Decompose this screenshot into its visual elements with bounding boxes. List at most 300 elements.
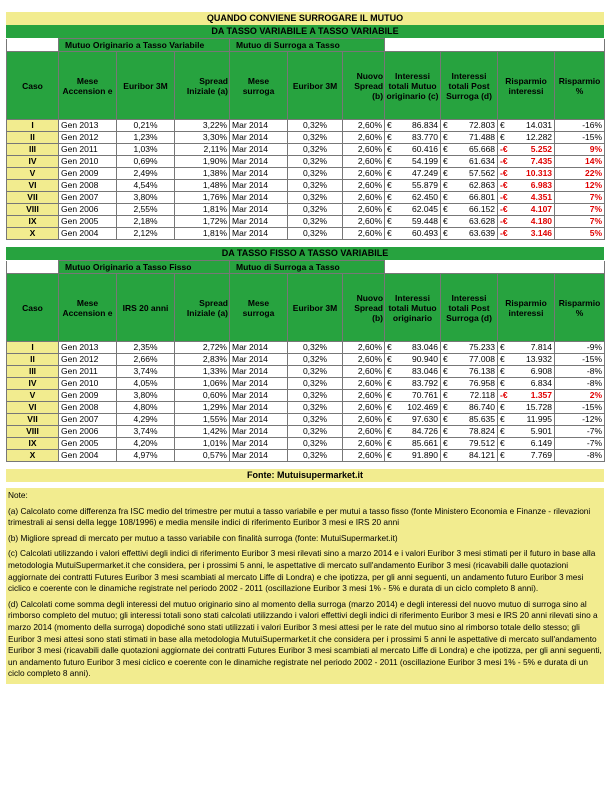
caso-cell: IV (7, 378, 59, 390)
risparmio-pct-cell: 2% (555, 390, 605, 402)
risparmio-cell-value: 5.901 (530, 426, 553, 436)
spread-cell: 2,72% (175, 342, 230, 354)
interessi-post-cell-value: 57.562 (469, 168, 496, 178)
risparmio-cell-value: 4.351 (530, 192, 553, 202)
interessi-originario-cell-wrap (387, 414, 438, 425)
spread-cell: 1,55% (175, 414, 230, 426)
index-cell: 4,80% (117, 402, 175, 414)
risparmio-cell-value: 7.769 (530, 450, 553, 460)
euribor-cell: 0,32% (288, 354, 343, 366)
euro-sign: € (443, 228, 448, 238)
risparmio-cell (498, 342, 555, 354)
mese-surroga-cell: Mar 2014 (230, 390, 288, 402)
interessi-post-cell (441, 342, 498, 354)
interessi-originario-cell-wrap (387, 204, 438, 215)
table-row (7, 156, 605, 168)
interessi-originario-cell-wrap (387, 168, 438, 179)
risparmio-pct-cell: 7% (555, 216, 605, 228)
euro-sign: -€ (500, 228, 508, 238)
mese-surroga-cell: Mar 2014 (230, 180, 288, 192)
index-cell: 0,21% (117, 120, 175, 132)
section2-table (6, 260, 605, 462)
mese-surroga-cell: Mar 2014 (230, 426, 288, 438)
euribor-cell: 0,32% (288, 180, 343, 192)
euribor-cell: 0,32% (288, 342, 343, 354)
section2-group-header (7, 261, 605, 274)
interessi-originario-cell (385, 156, 441, 168)
col-header: Risparmio interessi (498, 52, 555, 120)
risparmio-cell (498, 204, 555, 216)
risparmio-cell-wrap (500, 450, 552, 461)
caso-cell: IV (7, 156, 59, 168)
euribor-cell: 0,32% (288, 120, 343, 132)
euro-sign: € (387, 390, 392, 400)
index-cell: 1,23% (117, 132, 175, 144)
euro-sign: € (443, 216, 448, 226)
interessi-originario-cell-value: 60.416 (412, 144, 439, 154)
euro-sign: € (500, 366, 505, 376)
index-cell: 2,55% (117, 204, 175, 216)
col-header: Risparmio % (555, 274, 605, 342)
interessi-originario-cell (385, 426, 441, 438)
risparmio-cell (498, 228, 555, 240)
interessi-originario-cell-value: 70.761 (412, 390, 439, 400)
col-header: Mese Accension e (59, 274, 117, 342)
mese-accensione-cell: Gen 2006 (59, 426, 117, 438)
interessi-originario-cell (385, 354, 441, 366)
interessi-post-cell (441, 366, 498, 378)
interessi-post-cell-value: 66.152 (469, 204, 496, 214)
index-cell: 4,05% (117, 378, 175, 390)
interessi-post-cell (441, 144, 498, 156)
index-cell: 4,54% (117, 180, 175, 192)
risparmio-cell (498, 378, 555, 390)
interessi-originario-cell (385, 450, 441, 462)
euro-sign: -€ (500, 180, 508, 190)
euro-sign: € (500, 426, 505, 436)
nuovo-spread-cell: 2,60% (343, 156, 385, 168)
nuovo-spread-cell: 2,60% (343, 228, 385, 240)
interessi-post-cell (441, 180, 498, 192)
section1-table (6, 38, 605, 240)
euro-sign: € (443, 402, 448, 412)
col-header: Euribor 3M (288, 52, 343, 120)
interessi-originario-cell-wrap (387, 144, 438, 155)
group-original: Mutuo Originario a Tasso Variabile (59, 39, 230, 52)
risparmio-pct-cell: -7% (555, 438, 605, 450)
risparmio-cell-wrap (500, 366, 552, 377)
interessi-originario-cell-wrap (387, 366, 438, 377)
interessi-originario-cell-wrap (387, 342, 438, 353)
risparmio-cell-wrap (500, 204, 552, 215)
risparmio-cell-wrap (500, 426, 552, 437)
mese-surroga-cell: Mar 2014 (230, 144, 288, 156)
document (6, 12, 604, 684)
euro-sign: € (387, 132, 392, 142)
risparmio-cell-wrap (500, 354, 552, 365)
table-row (7, 180, 605, 192)
euro-sign: € (443, 342, 448, 352)
group-surroga: Mutuo di Surroga a Tasso (230, 261, 385, 274)
note-a: (a) Calcolato come differenza fra ISC medio del trimestre per mutui a tasso variabile e per mutui a tasso fisso (fonte Ministero Economia e Finanze - rilevazioni trimestrali ai sensi della legge 108/1996) e media mensile indici di riferimento Euribor 3 mesi e IRS 20 anni (8, 505, 591, 528)
euro-sign: € (387, 156, 392, 166)
index-cell: 3,80% (117, 192, 175, 204)
caso-cell: V (7, 390, 59, 402)
interessi-post-cell-wrap (443, 180, 495, 191)
interessi-post-cell (441, 216, 498, 228)
index-cell: 4,97% (117, 450, 175, 462)
interessi-originario-cell-wrap (387, 120, 438, 131)
caso-cell: X (7, 228, 59, 240)
interessi-post-cell-wrap (443, 216, 495, 227)
interessi-post-cell-value: 66.801 (469, 192, 496, 202)
euribor-cell: 0,32% (288, 438, 343, 450)
mese-accensione-cell: Gen 2009 (59, 390, 117, 402)
euro-sign: € (443, 168, 448, 178)
risparmio-cell-value: 6.834 (530, 378, 553, 388)
euro-sign: € (500, 354, 505, 364)
interessi-post-cell (441, 378, 498, 390)
caso-cell: III (7, 366, 59, 378)
interessi-post-cell-wrap (443, 228, 495, 239)
col-header: Spread Iniziale (a) (175, 274, 230, 342)
table-row (7, 132, 605, 144)
interessi-post-cell-value: 84.121 (469, 450, 496, 460)
col-header: Interessi totali Post Surroga (d) (441, 274, 498, 342)
euro-sign: € (387, 342, 392, 352)
spread-cell: 1,33% (175, 366, 230, 378)
interessi-originario-cell-wrap (387, 426, 438, 437)
euro-sign: € (387, 204, 392, 214)
mese-accensione-cell: Gen 2010 (59, 378, 117, 390)
risparmio-pct-cell: -15% (555, 132, 605, 144)
table-row (7, 414, 605, 426)
euro-sign: € (443, 390, 448, 400)
spread-cell: 1,72% (175, 216, 230, 228)
interessi-originario-cell-wrap (387, 402, 438, 413)
table-row (7, 450, 605, 462)
interessi-post-cell (441, 402, 498, 414)
caso-cell: VII (7, 192, 59, 204)
section1-group-header (7, 39, 605, 52)
caso-cell: VIII (7, 204, 59, 216)
interessi-originario-cell-wrap (387, 378, 438, 389)
table-row (7, 390, 605, 402)
interessi-originario-cell (385, 216, 441, 228)
euribor-cell: 0,32% (288, 216, 343, 228)
col-header: Mese surroga (230, 274, 288, 342)
interessi-post-cell-wrap (443, 438, 495, 449)
euro-sign: -€ (500, 192, 508, 202)
nuovo-spread-cell: 2,60% (343, 354, 385, 366)
interessi-originario-cell-value: 91.890 (412, 450, 439, 460)
spread-cell: 1,48% (175, 180, 230, 192)
risparmio-cell-wrap (500, 144, 552, 155)
risparmio-pct-cell: 12% (555, 180, 605, 192)
risparmio-pct-cell: -8% (555, 450, 605, 462)
mese-surroga-cell: Mar 2014 (230, 216, 288, 228)
euro-sign: € (387, 378, 392, 388)
index-cell: 3,80% (117, 390, 175, 402)
euribor-cell: 0,32% (288, 366, 343, 378)
euribor-cell: 0,32% (288, 414, 343, 426)
interessi-originario-cell (385, 144, 441, 156)
euro-sign: -€ (500, 144, 508, 154)
interessi-originario-cell-value: 102.469 (407, 402, 439, 412)
mese-surroga-cell: Mar 2014 (230, 354, 288, 366)
interessi-originario-cell-wrap (387, 132, 438, 143)
nuovo-spread-cell: 2,60% (343, 144, 385, 156)
spread-cell: 1,42% (175, 426, 230, 438)
index-cell: 4,29% (117, 414, 175, 426)
risparmio-cell-wrap (500, 390, 552, 401)
euro-sign: € (387, 168, 392, 178)
risparmio-cell-value: 12.282 (526, 132, 553, 142)
interessi-post-cell-wrap (443, 414, 495, 425)
caso-cell: I (7, 120, 59, 132)
risparmio-cell-wrap (500, 216, 552, 227)
index-cell: 2,12% (117, 228, 175, 240)
risparmio-pct-cell: 14% (555, 156, 605, 168)
mese-accensione-cell: Gen 2011 (59, 366, 117, 378)
risparmio-cell-wrap (500, 120, 552, 131)
risparmio-cell-wrap (500, 378, 552, 389)
spread-cell: 0,57% (175, 450, 230, 462)
risparmio-cell (498, 144, 555, 156)
mese-surroga-cell: Mar 2014 (230, 156, 288, 168)
mese-surroga-cell: Mar 2014 (230, 192, 288, 204)
interessi-post-cell (441, 228, 498, 240)
nuovo-spread-cell: 2,60% (343, 450, 385, 462)
nuovo-spread-cell: 2,60% (343, 438, 385, 450)
mese-accensione-cell: Gen 2005 (59, 438, 117, 450)
risparmio-pct-cell: -8% (555, 366, 605, 378)
euro-sign: € (500, 120, 505, 130)
spread-cell: 1,29% (175, 402, 230, 414)
table-row (7, 426, 605, 438)
interessi-originario-cell (385, 228, 441, 240)
risparmio-cell (498, 402, 555, 414)
risparmio-cell-wrap (500, 192, 552, 203)
caso-cell: I (7, 342, 59, 354)
risparmio-cell (498, 390, 555, 402)
nuovo-spread-cell: 2,60% (343, 426, 385, 438)
interessi-post-cell-value: 77.008 (469, 354, 496, 364)
mese-surroga-cell: Mar 2014 (230, 342, 288, 354)
euribor-cell: 0,32% (288, 450, 343, 462)
risparmio-cell (498, 450, 555, 462)
mese-accensione-cell: Gen 2013 (59, 120, 117, 132)
spread-cell: 3,22% (175, 120, 230, 132)
spread-cell: 1,81% (175, 228, 230, 240)
index-cell: 2,18% (117, 216, 175, 228)
interessi-originario-cell (385, 414, 441, 426)
table-row (7, 216, 605, 228)
index-cell: 1,03% (117, 144, 175, 156)
spread-cell: 1,01% (175, 438, 230, 450)
interessi-post-cell-value: 76.958 (469, 378, 496, 388)
col-header: Caso (7, 274, 59, 342)
interessi-post-cell (441, 132, 498, 144)
interessi-originario-cell-value: 83.770 (412, 132, 439, 142)
risparmio-cell (498, 414, 555, 426)
euro-sign: € (387, 144, 392, 154)
risparmio-pct-cell: 7% (555, 192, 605, 204)
mese-accensione-cell: Gen 2012 (59, 132, 117, 144)
interessi-post-cell-value: 78.824 (469, 426, 496, 436)
euro-sign: € (500, 402, 505, 412)
risparmio-cell (498, 426, 555, 438)
risparmio-cell-wrap (500, 402, 552, 413)
interessi-originario-cell-wrap (387, 180, 438, 191)
interessi-originario-cell-value: 55.879 (412, 180, 439, 190)
interessi-originario-cell-wrap (387, 156, 438, 167)
interessi-originario-cell (385, 366, 441, 378)
interessi-post-cell-value: 61.634 (469, 156, 496, 166)
mese-accensione-cell: Gen 2006 (59, 204, 117, 216)
risparmio-cell-wrap (500, 180, 552, 191)
note-b: (b) Migliore spread di mercato per mutuo a tasso variabile con finalità surroga (fonte: MutuiSupermarket.it) (8, 532, 398, 543)
euro-sign: € (387, 354, 392, 364)
nuovo-spread-cell: 2,60% (343, 402, 385, 414)
euribor-cell: 0,32% (288, 144, 343, 156)
page-title: QUANDO CONVIENE SURROGARE IL MUTUO (6, 12, 604, 25)
interessi-post-cell-wrap (443, 192, 495, 203)
caso-cell: X (7, 450, 59, 462)
interessi-originario-cell (385, 204, 441, 216)
risparmio-cell (498, 216, 555, 228)
interessi-originario-cell-value: 47.249 (412, 168, 439, 178)
euro-sign: € (443, 120, 448, 130)
interessi-post-cell (441, 438, 498, 450)
interessi-post-cell-wrap (443, 204, 495, 215)
euro-sign: € (500, 414, 505, 424)
index-cell: 4,20% (117, 438, 175, 450)
interessi-post-cell-wrap (443, 366, 495, 377)
interessi-originario-cell-value: 62.045 (412, 204, 439, 214)
nuovo-spread-cell: 2,60% (343, 192, 385, 204)
interessi-originario-cell-value: 83.792 (412, 378, 439, 388)
caso-cell: VI (7, 180, 59, 192)
interessi-post-cell-wrap (443, 390, 495, 401)
risparmio-pct-cell: 22% (555, 168, 605, 180)
risparmio-cell (498, 168, 555, 180)
interessi-originario-cell (385, 192, 441, 204)
spread-cell: 1,76% (175, 192, 230, 204)
mese-surroga-cell: Mar 2014 (230, 450, 288, 462)
interessi-originario-cell-value: 85.661 (412, 438, 439, 448)
interessi-originario-cell (385, 168, 441, 180)
table-row (7, 192, 605, 204)
spread-cell: 3,30% (175, 132, 230, 144)
mese-surroga-cell: Mar 2014 (230, 120, 288, 132)
caso-cell: IX (7, 216, 59, 228)
spread-cell: 2,11% (175, 144, 230, 156)
mese-accensione-cell: Gen 2004 (59, 450, 117, 462)
mese-accensione-cell: Gen 2007 (59, 414, 117, 426)
col-header: IRS 20 anni (117, 274, 175, 342)
mese-accensione-cell: Gen 2009 (59, 168, 117, 180)
euro-sign: € (443, 180, 448, 190)
euro-sign: -€ (500, 216, 508, 226)
index-cell: 0,69% (117, 156, 175, 168)
spread-cell: 1,90% (175, 156, 230, 168)
interessi-originario-cell-wrap (387, 354, 438, 365)
euribor-cell: 0,32% (288, 390, 343, 402)
risparmio-cell-value: 6.908 (530, 366, 553, 376)
risparmio-pct-cell: 7% (555, 204, 605, 216)
euro-sign: € (443, 414, 448, 424)
euro-sign: € (443, 192, 448, 202)
nuovo-spread-cell: 2,60% (343, 180, 385, 192)
col-header: Interessi totali Post Surroga (d) (441, 52, 498, 120)
col-header: Caso (7, 52, 59, 120)
euribor-cell: 0,32% (288, 168, 343, 180)
interessi-post-cell-value: 76.138 (469, 366, 496, 376)
risparmio-cell-value: 6.149 (530, 438, 553, 448)
nuovo-spread-cell: 2,60% (343, 390, 385, 402)
risparmio-cell-value: 1.357 (530, 390, 553, 400)
interessi-originario-cell (385, 342, 441, 354)
section2-title: DA TASSO FISSO A TASSO VARIABILE (6, 247, 604, 260)
interessi-post-cell-wrap (443, 144, 495, 155)
spread-cell: 0,60% (175, 390, 230, 402)
note-c: (c) Calcolati utilizzando i valori effettivi degli indici di riferimento Euribor 3 mesi rilevati sino a marzo 2014 e i valori Euribor 3 mesi stimati per il futuro in base alla metodologia MutuiSupermarket.it che considera, per i prossimi 5 anni, le aspettative di mercato sull'andamento Euribor 3 mesi (ricavabili dalle quotazioni aggiornate dei contratti Futures Euribor 3 mesi scambiati al mercato Liffe di Londra) e che ipotizza, per gli anni seguenti, un andamento futuro Euribor 3 mesi ciclico e coerente con le dinamiche registrate nel periodo 2002 - 2011 (oscillazione Euribor 3 mesi 1% - 5% e durata di un ciclo completo 8 anni). (8, 548, 596, 594)
risparmio-cell (498, 156, 555, 168)
interessi-originario-cell-value: 83.046 (412, 342, 439, 352)
mese-accensione-cell: Gen 2008 (59, 180, 117, 192)
risparmio-cell-value: 14.031 (526, 120, 553, 130)
mese-surroga-cell: Mar 2014 (230, 204, 288, 216)
col-header: Euribor 3M (288, 274, 343, 342)
euro-sign: € (387, 120, 392, 130)
euro-sign: € (387, 228, 392, 238)
col-header: Nuovo Spread (b) (343, 274, 385, 342)
interessi-post-cell-wrap (443, 120, 495, 131)
mese-surroga-cell: Mar 2014 (230, 228, 288, 240)
risparmio-pct-cell: 5% (555, 228, 605, 240)
interessi-originario-cell-wrap (387, 192, 438, 203)
interessi-originario-cell (385, 390, 441, 402)
mese-accensione-cell: Gen 2010 (59, 156, 117, 168)
risparmio-cell (498, 354, 555, 366)
euro-sign: € (443, 156, 448, 166)
nuovo-spread-cell: 2,60% (343, 342, 385, 354)
interessi-post-cell-value: 75.233 (469, 342, 496, 352)
interessi-post-cell (441, 426, 498, 438)
interessi-post-cell (441, 204, 498, 216)
interessi-post-cell (441, 450, 498, 462)
interessi-post-cell-value: 85.635 (469, 414, 496, 424)
interessi-post-cell-value: 65.668 (469, 144, 496, 154)
risparmio-cell-value: 15.728 (526, 402, 553, 412)
risparmio-cell-wrap (500, 342, 552, 353)
col-header: Spread Iniziale (a) (175, 52, 230, 120)
spread-cell: 2,83% (175, 354, 230, 366)
risparmio-cell-wrap (500, 156, 552, 167)
risparmio-cell (498, 438, 555, 450)
nuovo-spread-cell: 2,60% (343, 120, 385, 132)
nuovo-spread-cell: 2,60% (343, 168, 385, 180)
mese-accensione-cell: Gen 2007 (59, 192, 117, 204)
interessi-post-cell-wrap (443, 378, 495, 389)
euro-sign: € (443, 450, 448, 460)
euribor-cell: 0,32% (288, 378, 343, 390)
euro-sign: € (387, 180, 392, 190)
risparmio-pct-cell: -9% (555, 342, 605, 354)
interessi-post-cell (441, 168, 498, 180)
interessi-post-cell-value: 79.512 (469, 438, 496, 448)
